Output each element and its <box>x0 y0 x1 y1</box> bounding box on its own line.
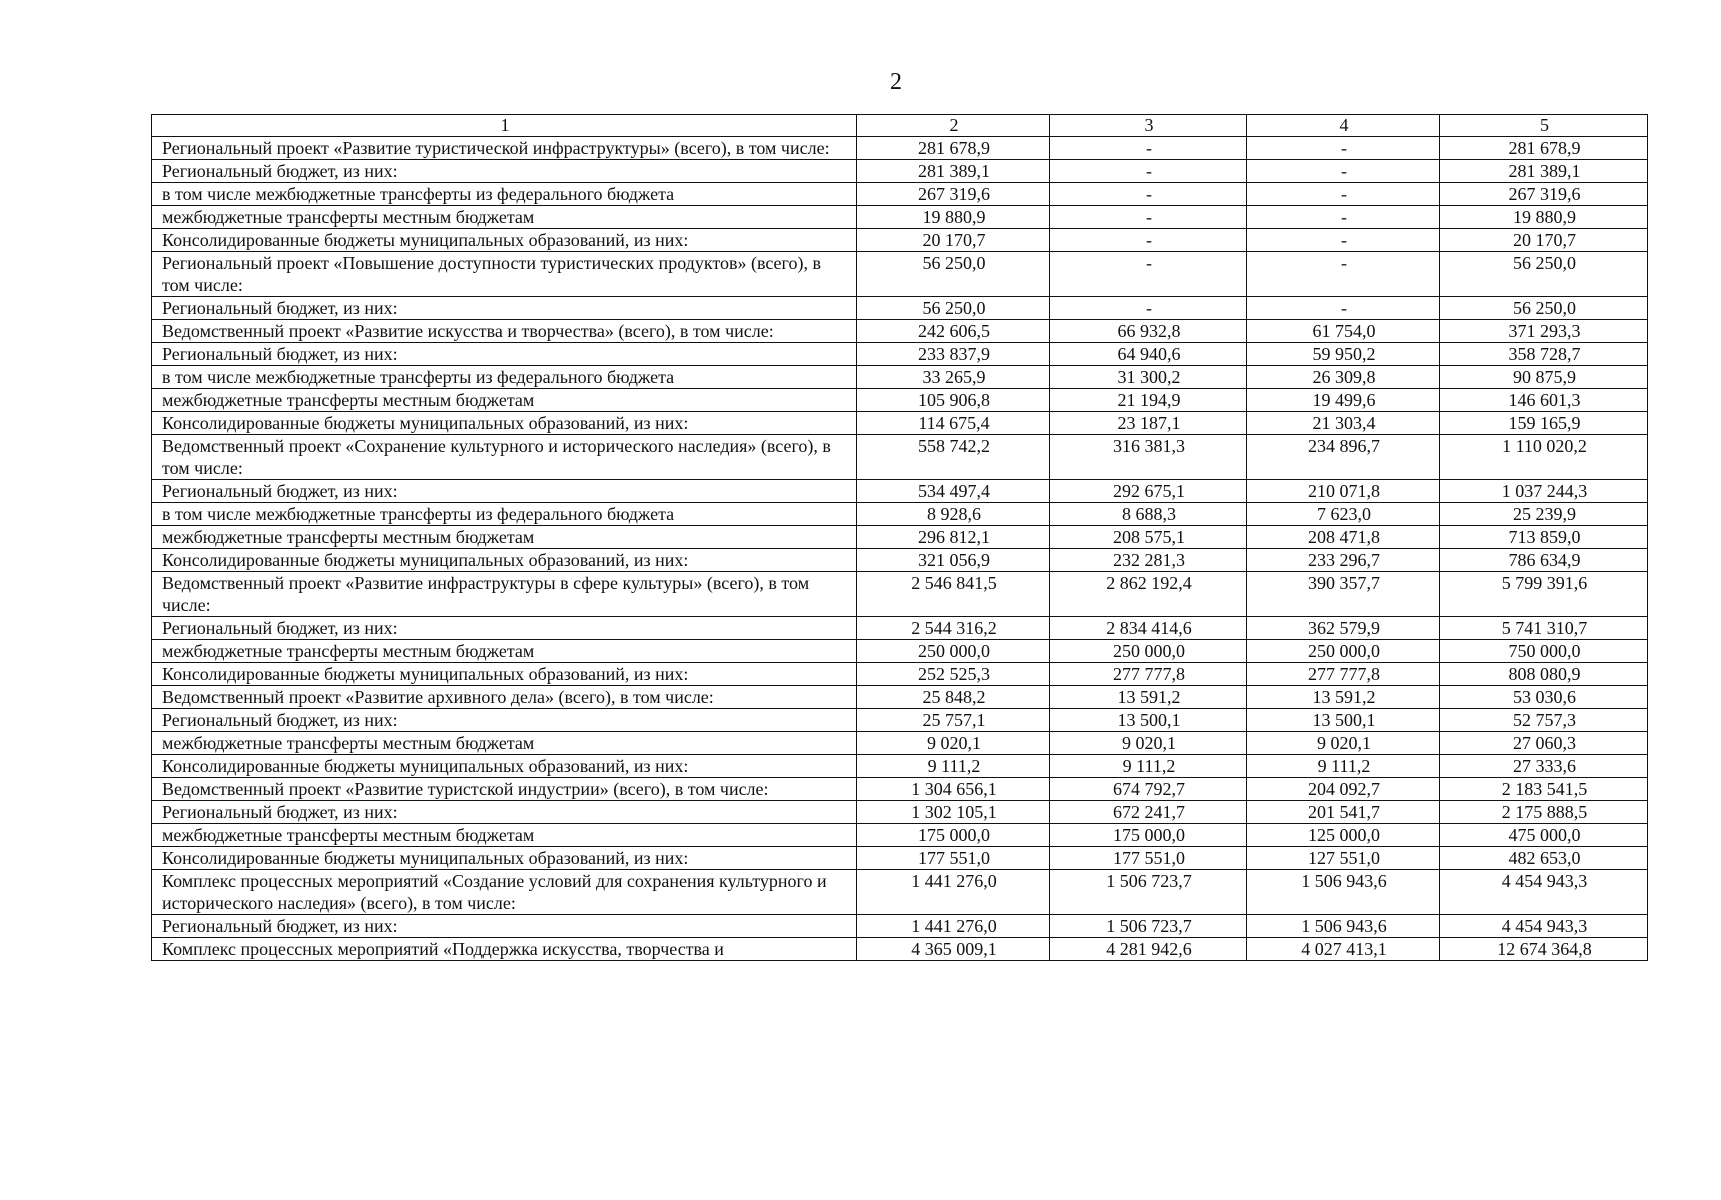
value-col-4: 4 027 413,1 <box>1247 938 1440 961</box>
value-col-2: 177 551,0 <box>857 847 1050 870</box>
value-col-4: - <box>1247 206 1440 229</box>
row-label: межбюджетные трансферты местным бюджетам <box>152 526 857 549</box>
table-row <box>152 870 1648 915</box>
value-col-3: 31 300,2 <box>1050 366 1247 389</box>
value-col-2: 25 757,1 <box>857 709 1050 732</box>
table-row <box>152 480 1648 503</box>
value-col-5: 159 165,9 <box>1440 412 1648 435</box>
value-col-3: 2 834 414,6 <box>1050 617 1247 640</box>
row-label: Комплекс процессных мероприятий «Поддержка искусства, творчества и <box>152 938 857 961</box>
table-row <box>152 801 1648 824</box>
value-col-3: 175 000,0 <box>1050 824 1247 847</box>
value-col-3: 13 500,1 <box>1050 709 1247 732</box>
row-label: Ведомственный проект «Развитие туристской индустрии» (всего), в том числе: <box>152 778 857 801</box>
value-col-4: 19 499,6 <box>1247 389 1440 412</box>
value-col-3: 66 932,8 <box>1050 320 1247 343</box>
value-col-5: 25 239,9 <box>1440 503 1648 526</box>
table-row <box>152 572 1648 617</box>
value-col-4: 7 623,0 <box>1247 503 1440 526</box>
value-col-5: 482 653,0 <box>1440 847 1648 870</box>
column-number-header: 2 <box>857 115 1050 137</box>
value-col-3: 64 940,6 <box>1050 343 1247 366</box>
value-col-3: 8 688,3 <box>1050 503 1247 526</box>
row-label: Региональный бюджет, из них: <box>152 617 857 640</box>
row-label: Консолидированные бюджеты муниципальных образований, из них: <box>152 229 857 252</box>
value-col-5: 4 454 943,3 <box>1440 870 1648 915</box>
value-col-2: 267 319,6 <box>857 183 1050 206</box>
value-col-4: 13 591,2 <box>1247 686 1440 709</box>
value-col-2: 1 441 276,0 <box>857 915 1050 938</box>
value-col-5: 19 880,9 <box>1440 206 1648 229</box>
value-col-4: 26 309,8 <box>1247 366 1440 389</box>
value-col-5: 281 678,9 <box>1440 137 1648 160</box>
value-col-2: 233 837,9 <box>857 343 1050 366</box>
value-col-4: 234 896,7 <box>1247 435 1440 480</box>
value-col-2: 321 056,9 <box>857 549 1050 572</box>
row-label: Ведомственный проект «Развитие архивного дела» (всего), в том числе: <box>152 686 857 709</box>
row-label: Региональный проект «Повышение доступности туристических продуктов» (всего), в том числе: <box>152 252 857 297</box>
table-row <box>152 503 1648 526</box>
value-col-2: 1 302 105,1 <box>857 801 1050 824</box>
value-col-2: 2 546 841,5 <box>857 572 1050 617</box>
value-col-4: 21 303,4 <box>1247 412 1440 435</box>
value-col-4: 210 071,8 <box>1247 480 1440 503</box>
budget-table <box>151 114 1648 961</box>
value-col-5: 27 060,3 <box>1440 732 1648 755</box>
value-col-5: 27 333,6 <box>1440 755 1648 778</box>
column-number-row <box>152 115 1648 137</box>
row-label: межбюджетные трансферты местным бюджетам <box>152 732 857 755</box>
value-col-3: 21 194,9 <box>1050 389 1247 412</box>
value-col-5: 5 799 391,6 <box>1440 572 1648 617</box>
value-col-5: 1 110 020,2 <box>1440 435 1648 480</box>
value-col-3: - <box>1050 297 1247 320</box>
table-row <box>152 640 1648 663</box>
value-col-2: 9 020,1 <box>857 732 1050 755</box>
value-col-4: 204 092,7 <box>1247 778 1440 801</box>
row-label: Региональный проект «Развитие туристической инфраструктуры» (всего), в том числе: <box>152 137 857 160</box>
table-row <box>152 137 1648 160</box>
value-col-4: 61 754,0 <box>1247 320 1440 343</box>
row-label: Региональный бюджет, из них: <box>152 297 857 320</box>
value-col-5: 358 728,7 <box>1440 343 1648 366</box>
value-col-3: 674 792,7 <box>1050 778 1247 801</box>
row-label: в том числе межбюджетные трансферты из федерального бюджета <box>152 183 857 206</box>
value-col-5: 4 454 943,3 <box>1440 915 1648 938</box>
value-col-5: 786 634,9 <box>1440 549 1648 572</box>
column-number-header: 1 <box>152 115 857 137</box>
value-col-5: 56 250,0 <box>1440 297 1648 320</box>
row-label: Ведомственный проект «Сохранение культурного и исторического наследия» (всего), в том числе: <box>152 435 857 480</box>
row-label: Региональный бюджет, из них: <box>152 480 857 503</box>
value-col-3: 250 000,0 <box>1050 640 1247 663</box>
table-row <box>152 435 1648 480</box>
value-col-2: 19 880,9 <box>857 206 1050 229</box>
value-col-3: 4 281 942,6 <box>1050 938 1247 961</box>
value-col-2: 281 678,9 <box>857 137 1050 160</box>
budget-table-body <box>152 115 1648 961</box>
table-row <box>152 847 1648 870</box>
row-label: межбюджетные трансферты местным бюджетам <box>152 640 857 663</box>
row-label: Региональный бюджет, из них: <box>152 160 857 183</box>
row-label: Региональный бюджет, из них: <box>152 915 857 938</box>
table-row <box>152 526 1648 549</box>
column-number-header: 5 <box>1440 115 1648 137</box>
row-label: Консолидированные бюджеты муниципальных образований, из них: <box>152 412 857 435</box>
value-col-2: 175 000,0 <box>857 824 1050 847</box>
value-col-3: 1 506 723,7 <box>1050 915 1247 938</box>
value-col-5: 146 601,3 <box>1440 389 1648 412</box>
value-col-4: 125 000,0 <box>1247 824 1440 847</box>
value-col-2: 252 525,3 <box>857 663 1050 686</box>
table-row <box>152 617 1648 640</box>
value-col-4: 277 777,8 <box>1247 663 1440 686</box>
table-row <box>152 183 1648 206</box>
value-col-4: - <box>1247 252 1440 297</box>
row-label: Консолидированные бюджеты муниципальных образований, из них: <box>152 663 857 686</box>
table-row <box>152 778 1648 801</box>
value-col-5: 281 389,1 <box>1440 160 1648 183</box>
value-col-5: 475 000,0 <box>1440 824 1648 847</box>
row-label: межбюджетные трансферты местным бюджетам <box>152 824 857 847</box>
value-col-3: 232 281,3 <box>1050 549 1247 572</box>
value-col-4: 201 541,7 <box>1247 801 1440 824</box>
value-col-5: 90 875,9 <box>1440 366 1648 389</box>
row-label: Консолидированные бюджеты муниципальных образований, из них: <box>152 755 857 778</box>
value-col-4: 1 506 943,6 <box>1247 915 1440 938</box>
value-col-2: 56 250,0 <box>857 252 1050 297</box>
value-col-2: 281 389,1 <box>857 160 1050 183</box>
column-number-header: 3 <box>1050 115 1247 137</box>
value-col-4: 59 950,2 <box>1247 343 1440 366</box>
value-col-4: 250 000,0 <box>1247 640 1440 663</box>
row-label: Региональный бюджет, из них: <box>152 343 857 366</box>
row-label: в том числе межбюджетные трансферты из федерального бюджета <box>152 503 857 526</box>
value-col-4: - <box>1247 229 1440 252</box>
table-row <box>152 160 1648 183</box>
value-col-3: 9 111,2 <box>1050 755 1247 778</box>
table-row <box>152 663 1648 686</box>
row-label: Ведомственный проект «Развитие искусства и творчества» (всего), в том числе: <box>152 320 857 343</box>
table-row <box>152 229 1648 252</box>
value-col-2: 105 906,8 <box>857 389 1050 412</box>
value-col-3: 1 506 723,7 <box>1050 870 1247 915</box>
row-label: Консолидированные бюджеты муниципальных образований, из них: <box>152 847 857 870</box>
table-row <box>152 297 1648 320</box>
value-col-3: - <box>1050 206 1247 229</box>
value-col-3: 208 575,1 <box>1050 526 1247 549</box>
value-col-3: 23 187,1 <box>1050 412 1247 435</box>
row-label: Региональный бюджет, из них: <box>152 801 857 824</box>
value-col-5: 2 175 888,5 <box>1440 801 1648 824</box>
value-col-5: 808 080,9 <box>1440 663 1648 686</box>
table-row <box>152 320 1648 343</box>
value-col-2: 1 441 276,0 <box>857 870 1050 915</box>
value-col-3: 292 675,1 <box>1050 480 1247 503</box>
value-col-5: 5 741 310,7 <box>1440 617 1648 640</box>
value-col-3: 177 551,0 <box>1050 847 1247 870</box>
value-col-5: 56 250,0 <box>1440 252 1648 297</box>
row-label: Региональный бюджет, из них: <box>152 709 857 732</box>
value-col-4: 9 020,1 <box>1247 732 1440 755</box>
value-col-3: - <box>1050 252 1247 297</box>
value-col-2: 56 250,0 <box>857 297 1050 320</box>
value-col-2: 33 265,9 <box>857 366 1050 389</box>
table-row <box>152 824 1648 847</box>
value-col-4: 127 551,0 <box>1247 847 1440 870</box>
table-row <box>152 915 1648 938</box>
table-row <box>152 206 1648 229</box>
table-row <box>152 343 1648 366</box>
table-row <box>152 412 1648 435</box>
value-col-2: 534 497,4 <box>857 480 1050 503</box>
value-col-5: 371 293,3 <box>1440 320 1648 343</box>
value-col-4: 9 111,2 <box>1247 755 1440 778</box>
table-row <box>152 549 1648 572</box>
value-col-2: 9 111,2 <box>857 755 1050 778</box>
row-label: Ведомственный проект «Развитие инфраструктуры в сфере культуры» (всего), в том числе: <box>152 572 857 617</box>
value-col-5: 12 674 364,8 <box>1440 938 1648 961</box>
value-col-3: - <box>1050 229 1247 252</box>
value-col-4: 13 500,1 <box>1247 709 1440 732</box>
value-col-4: - <box>1247 137 1440 160</box>
value-col-5: 52 757,3 <box>1440 709 1648 732</box>
row-label: Комплекс процессных мероприятий «Создание условий для сохранения культурного и исторического наследия» (всего), в том числе: <box>152 870 857 915</box>
value-col-4: 208 471,8 <box>1247 526 1440 549</box>
table-row <box>152 732 1648 755</box>
row-label: в том числе межбюджетные трансферты из федерального бюджета <box>152 366 857 389</box>
value-col-4: 233 296,7 <box>1247 549 1440 572</box>
row-label: Консолидированные бюджеты муниципальных образований, из них: <box>152 549 857 572</box>
value-col-5: 53 030,6 <box>1440 686 1648 709</box>
value-col-4: 1 506 943,6 <box>1247 870 1440 915</box>
value-col-2: 558 742,2 <box>857 435 1050 480</box>
value-col-2: 114 675,4 <box>857 412 1050 435</box>
value-col-5: 267 319,6 <box>1440 183 1648 206</box>
value-col-2: 8 928,6 <box>857 503 1050 526</box>
value-col-3: - <box>1050 183 1247 206</box>
value-col-3: 672 241,7 <box>1050 801 1247 824</box>
row-label: межбюджетные трансферты местным бюджетам <box>152 389 857 412</box>
value-col-4: - <box>1247 297 1440 320</box>
value-col-2: 242 606,5 <box>857 320 1050 343</box>
value-col-4: - <box>1247 183 1440 206</box>
value-col-3: - <box>1050 137 1247 160</box>
value-col-3: 277 777,8 <box>1050 663 1247 686</box>
value-col-3: 13 591,2 <box>1050 686 1247 709</box>
table-row <box>152 709 1648 732</box>
value-col-3: 316 381,3 <box>1050 435 1247 480</box>
value-col-3: 9 020,1 <box>1050 732 1247 755</box>
value-col-5: 713 859,0 <box>1440 526 1648 549</box>
value-col-3: - <box>1050 160 1247 183</box>
value-col-2: 250 000,0 <box>857 640 1050 663</box>
page-number: 2 <box>890 69 902 95</box>
value-col-3: 2 862 192,4 <box>1050 572 1247 617</box>
value-col-5: 2 183 541,5 <box>1440 778 1648 801</box>
value-col-2: 20 170,7 <box>857 229 1050 252</box>
value-col-2: 4 365 009,1 <box>857 938 1050 961</box>
value-col-5: 1 037 244,3 <box>1440 480 1648 503</box>
table-row <box>152 686 1648 709</box>
value-col-4: - <box>1247 160 1440 183</box>
value-col-2: 1 304 656,1 <box>857 778 1050 801</box>
value-col-2: 2 544 316,2 <box>857 617 1050 640</box>
column-number-header: 4 <box>1247 115 1440 137</box>
table-row <box>152 938 1648 961</box>
value-col-5: 750 000,0 <box>1440 640 1648 663</box>
table-row <box>152 366 1648 389</box>
table-row <box>152 389 1648 412</box>
value-col-4: 362 579,9 <box>1247 617 1440 640</box>
value-col-2: 296 812,1 <box>857 526 1050 549</box>
row-label: межбюджетные трансферты местным бюджетам <box>152 206 857 229</box>
value-col-4: 390 357,7 <box>1247 572 1440 617</box>
table-row <box>152 252 1648 297</box>
value-col-2: 25 848,2 <box>857 686 1050 709</box>
table-row <box>152 755 1648 778</box>
value-col-5: 20 170,7 <box>1440 229 1648 252</box>
